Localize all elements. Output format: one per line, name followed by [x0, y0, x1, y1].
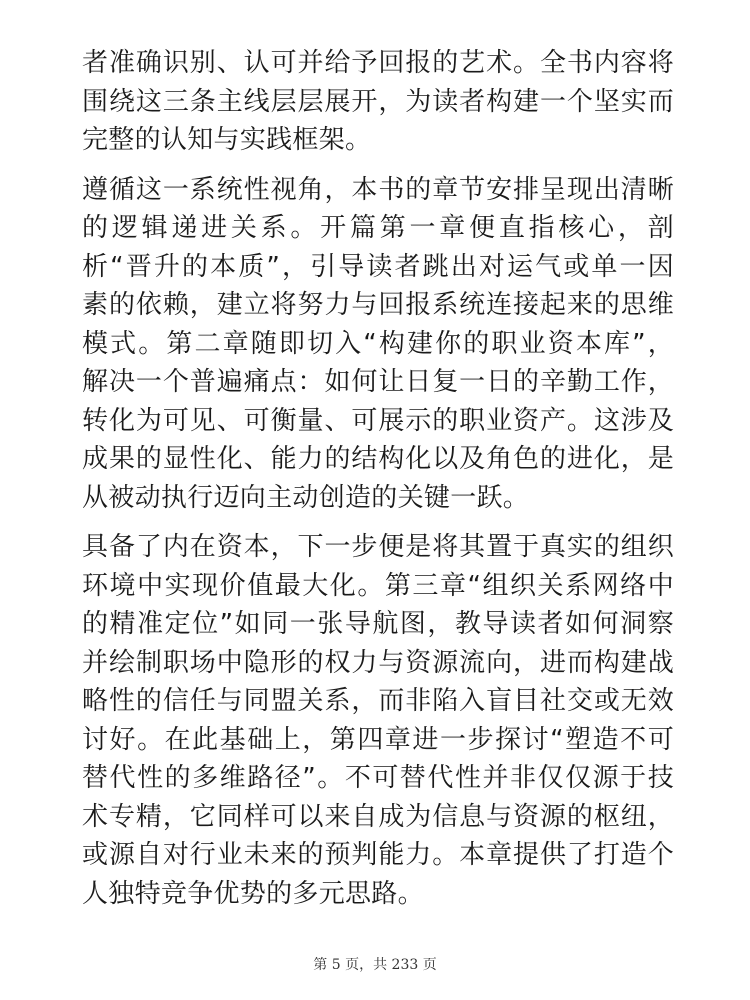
text-line: 术专精，它同样可以来自成为信息与资源的枢纽，	[82, 801, 674, 832]
text-line: 遵循这一系统性视角，本书的章节安排呈现出清晰	[82, 174, 674, 205]
text-line: 的逻辑递进关系。开篇第一章便直指核心，剖	[82, 213, 674, 243]
text-line: 或源自对行业未来的预判能力。本章提供了打造个	[82, 840, 674, 870]
text-line: 人独特竞争优势的多元思路。	[82, 878, 424, 909]
text-line: 围绕这三条主线层层展开，为读者构建一个坚实而	[82, 86, 674, 117]
text-line: 的精准定位”如同一张导航图，教导读者如何洞察	[82, 609, 674, 639]
document-body	[82, 44, 674, 924]
text-line: 解决一个普遍痛点：如何让日复一日的辛勤工作，	[82, 367, 674, 397]
text-line: 替代性的多维路径”。不可替代性并非仅仅源于技	[82, 763, 674, 793]
text-line: 环境中实现价值最大化。第三章“组织关系网络中	[82, 570, 674, 601]
text-line: 略性的信任与同盟关系，而非陷入盲目社交或无效	[82, 686, 674, 716]
text-line: 完整的认知与实践框架。	[82, 125, 372, 155]
text-line: 讨好。在此基础上，第四章进一步探讨“塑造不可	[82, 724, 674, 755]
page-number: 第 5 页，共 233 页	[313, 957, 437, 973]
text-line: 者准确识别、认可并给予回报的艺术。全书内容将	[82, 48, 674, 78]
paragraph	[82, 44, 674, 160]
paragraph	[82, 171, 674, 518]
text-line: 具备了内在资本，下一步便是将其置于真实的组织	[82, 532, 674, 562]
text-line: 并绘制职场中隐形的权力与资源流向，进而构建战	[82, 647, 674, 678]
text-line: 析“晋升的本质”，引导读者跳出对运气或单一因	[82, 251, 674, 282]
text-line: 从被动执行迈向主动创造的关键一跃。	[82, 482, 530, 513]
text-line: 转化为可见、可衡量、可展示的职业资产。这涉及	[82, 405, 674, 436]
text-line: 素的依赖，建立将努力与回报系统连接起来的思维	[82, 290, 674, 320]
text-line: 模式。第二章随即切入“构建你的职业资本库”，	[82, 328, 674, 359]
paragraph	[82, 528, 674, 913]
text-line: 成果的显性化、能力的结构化以及角色的进化，是	[82, 444, 674, 474]
